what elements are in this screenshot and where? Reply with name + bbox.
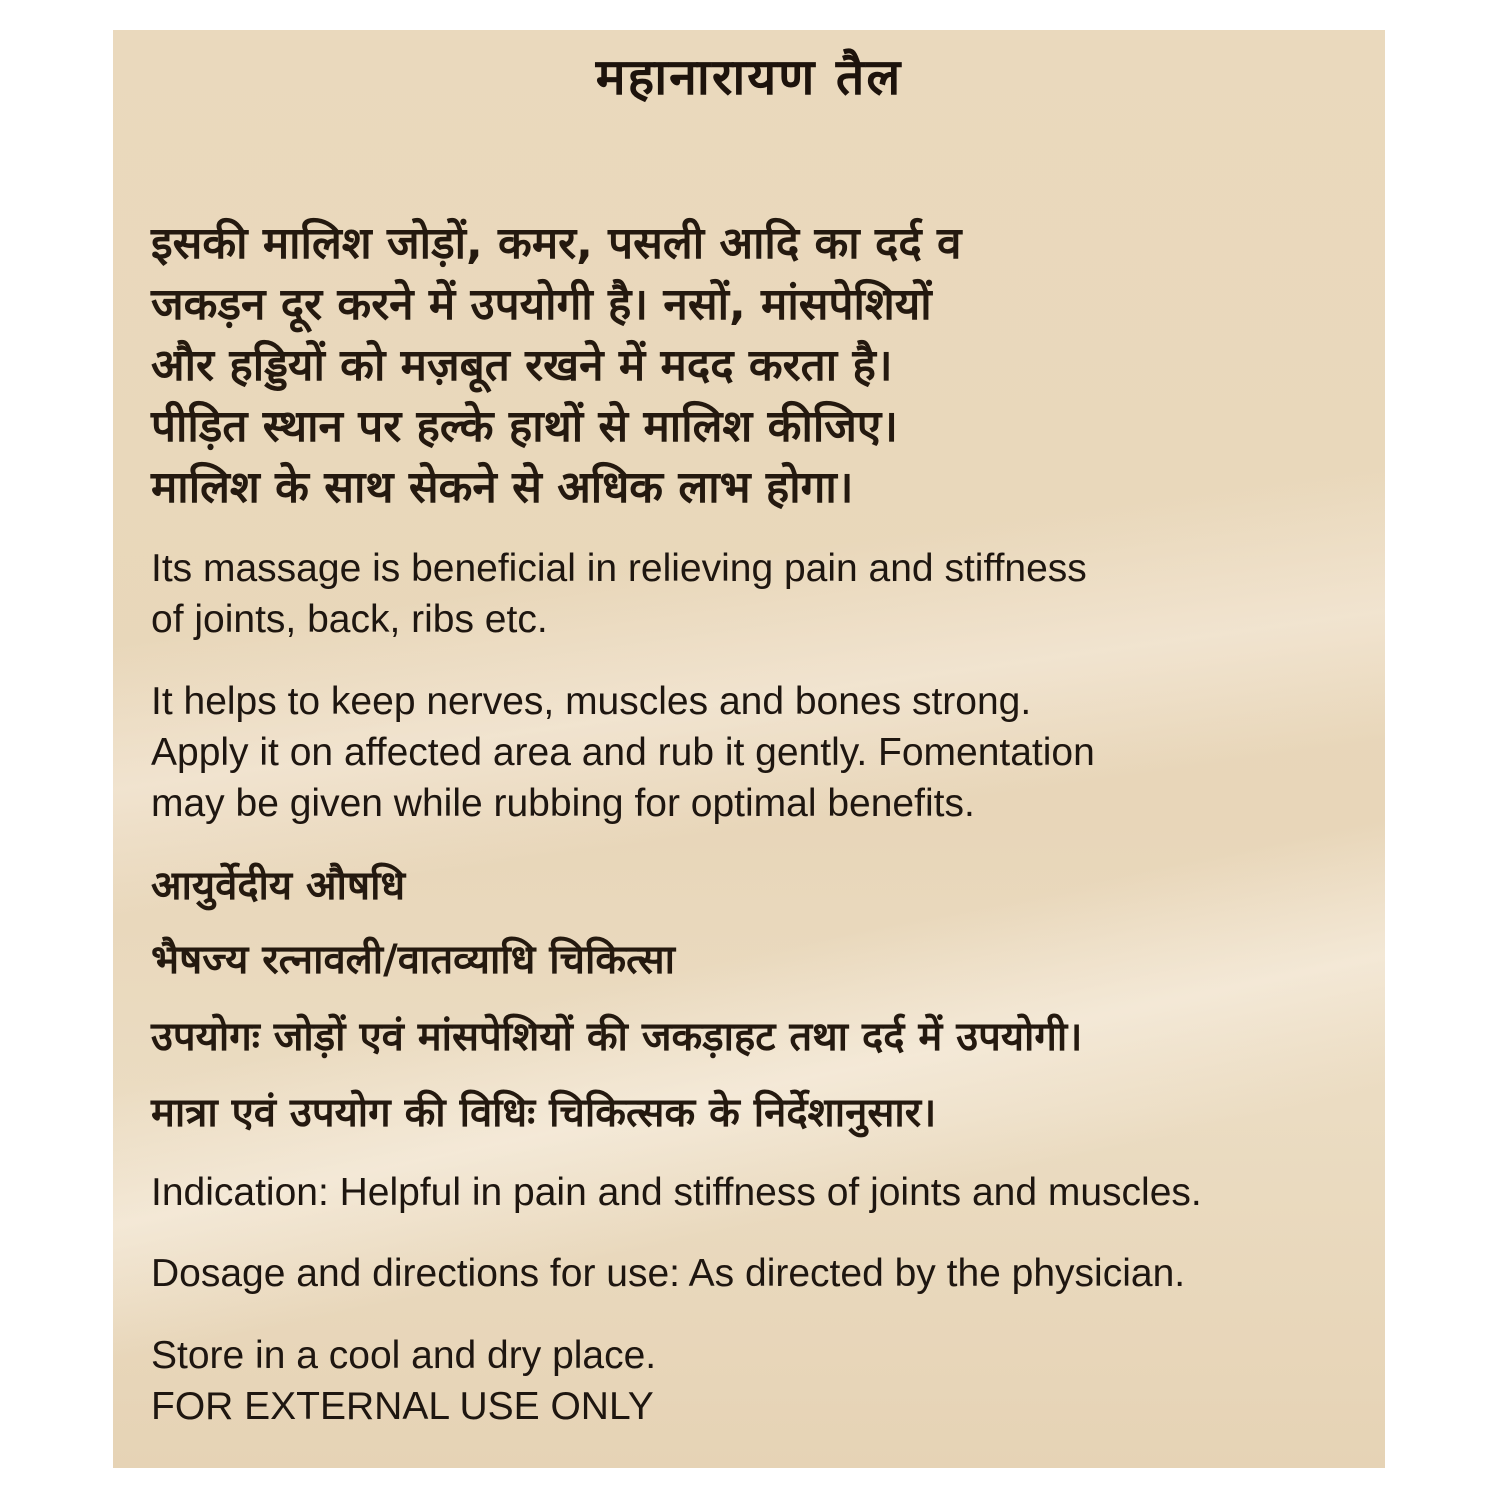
external-use-warning: FOR EXTERNAL USE ONLY <box>151 1385 654 1428</box>
indication-text <box>151 1167 1202 1218</box>
english-description-line: may be given while rubbing for optimal benefits. <box>151 782 975 825</box>
english-description-line: It helps to keep nerves, muscles and bones strong. <box>151 680 1032 723</box>
medicine-category: आयुर्वेदीय औषधि <box>151 863 406 909</box>
indication-line: Indication: Helpful in pain and stiffness of joints and muscles. <box>151 1171 1202 1214</box>
hindi-usage: उपयोगः जोड़ों एवं मांसपेशियों की जकड़ाहट तथा दर्द में उपयोगी। <box>151 1014 1083 1060</box>
english-description-usage <box>151 676 1095 829</box>
english-description-benefits <box>151 543 1087 645</box>
hindi-description-line: इसकी मालिश जोड़ों, कमर, पसली आदि का दर्द व <box>151 218 962 269</box>
hindi-description-line: जकड़न दूर करने में उपयोगी है। नसों, मांसपेशियों <box>151 279 932 330</box>
english-description-line: Apply it on affected area and rub it gently. Fomentation <box>151 731 1095 774</box>
dosage-text <box>151 1248 1185 1299</box>
english-description-line: Its massage is beneficial in relieving pain and stiffness <box>151 547 1087 590</box>
product-title: महानारायण तैल <box>595 48 903 106</box>
storage-line: Store in a cool and dry place. <box>151 1334 657 1377</box>
classical-reference: भैषज्य रत्नावली/वातव्याधि चिकित्सा <box>151 937 675 983</box>
english-description-line: of joints, back, ribs etc. <box>151 598 548 641</box>
hindi-description <box>151 213 1351 518</box>
hindi-description-line: और हड्डियों को मज़बूत रखने में मदद करता है। <box>151 340 893 391</box>
hindi-description-line: मालिश के साथ सेकने से अधिक लाभ होगा। <box>151 462 854 513</box>
dosage-line: Dosage and directions for use: As directed by the physician. <box>151 1252 1186 1295</box>
hindi-dosage: मात्रा एवं उपयोग की विधिः चिकित्सक के निर्देशानुसार। <box>151 1090 937 1136</box>
hindi-description-line: पीड़ित स्थान पर हल्के हाथों से मालिश कीजिए। <box>151 401 898 452</box>
storage-text <box>151 1330 656 1432</box>
product-label <box>113 30 1385 1468</box>
